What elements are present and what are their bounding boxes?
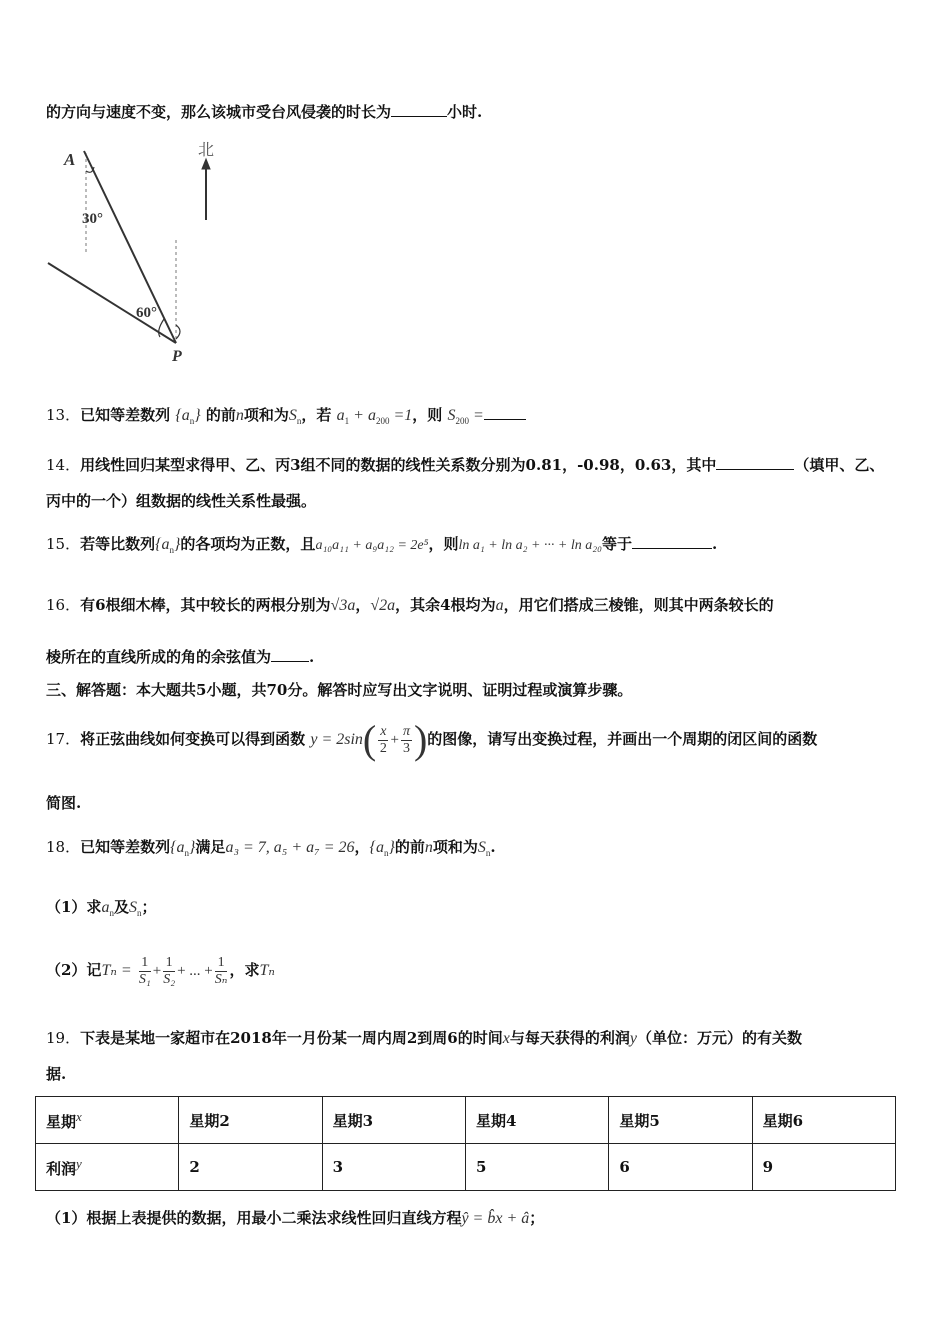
q17-line1: 17．将正弦曲线如何变换可以得到函数 y = 2sin( $\frac{x}{2}$ + $\frac{\pi}{3}$ )的图像，请写出变换过程，并画出一个周期的闭区间的函数 [46,717,818,762]
label-a: A [64,150,76,169]
answer-blank [716,455,794,470]
angle-60: 60° [136,305,157,321]
answer-blank [271,647,309,662]
answer-blank [391,102,447,117]
section-heading: 三、解答题：本大题共5小题，共70分。解答时应写出文字说明、证明过程或演算步骤。 [46,681,633,699]
q12-tail: 的方向与速度不变，那么该城市受台风侵袭的时长为 小时. [46,103,483,121]
q19-line1: 19．下表是某地一家超市在2018年一月份某一周内周2到周6的时间x与每天获得的利润y（单位：万元）的有关数 [46,1029,802,1047]
q16-line2: 棱所在的直线所成的角的余弦值为 . [46,648,315,666]
q18-part2: （2）记Tₙ = $\frac{1}{\text{S₁}}$ + $\frac{1}{\text{S₂}}$ + ... + $\frac{1}{\text{Sₙ}}$ ，求Tₙ [46,954,275,987]
answer-blank [632,534,712,549]
q14-line1: 14．用线性回归某型求得甲、乙、丙3组不同的数据的线性关系数分别为0.81，-0.98，0.63，其中 （填甲、乙、 [46,456,885,474]
label-p: P [172,348,182,365]
q19-part1: （1）根据上表提供的数据，用最小二乘法求线性回归直线方程ŷ = b̂x + â； [46,1209,545,1227]
q16-line1: 16．有6根细木棒，其中较长的两根分别为√3a，√2a，其余4根均为a，用它们搭成三棱锥，则其中两条较长的 [46,596,774,614]
q18-part1: （1）求$a_n$及$S_n$； [46,898,157,918]
north-label: 北 [198,142,215,159]
typhoon-figure [44,135,244,370]
q17-line2: 简图. [46,794,82,812]
q14-line2: 丙中的一个）组数据的线性关系性最强。 [46,492,317,510]
q13: 13．已知等差数列 $\{a_n\}$ 的前n项和为$S_n$，若 $a_1 + a_{200} =1$，则 $S_{200}$ = [46,404,526,432]
q15: 15．若等比数列$\{a_n\}$的各项均为正数，且a₁₀a₁₁ + a₉a₁₂ = 2e⁵，则ln a₁ + ln a₂ + ··· + ln a₂₀等于 . [46,535,718,555]
q19-line2: 据. [46,1065,67,1083]
q18: 18．已知等差数列$\{a_n\}$满足a₃ = 7, a₅ + a₇ = 26，$\{a_n\}$的前n项和为$S_n$. [46,838,496,858]
table-row: 星期x 星期2 星期3 星期4 星期5 星期6 [36,1097,896,1144]
angle-30: 30° [82,211,103,227]
data-table [35,1096,896,1191]
table-row: 利润y 2 3 5 6 9 [36,1144,896,1191]
answer-blank [484,405,526,420]
